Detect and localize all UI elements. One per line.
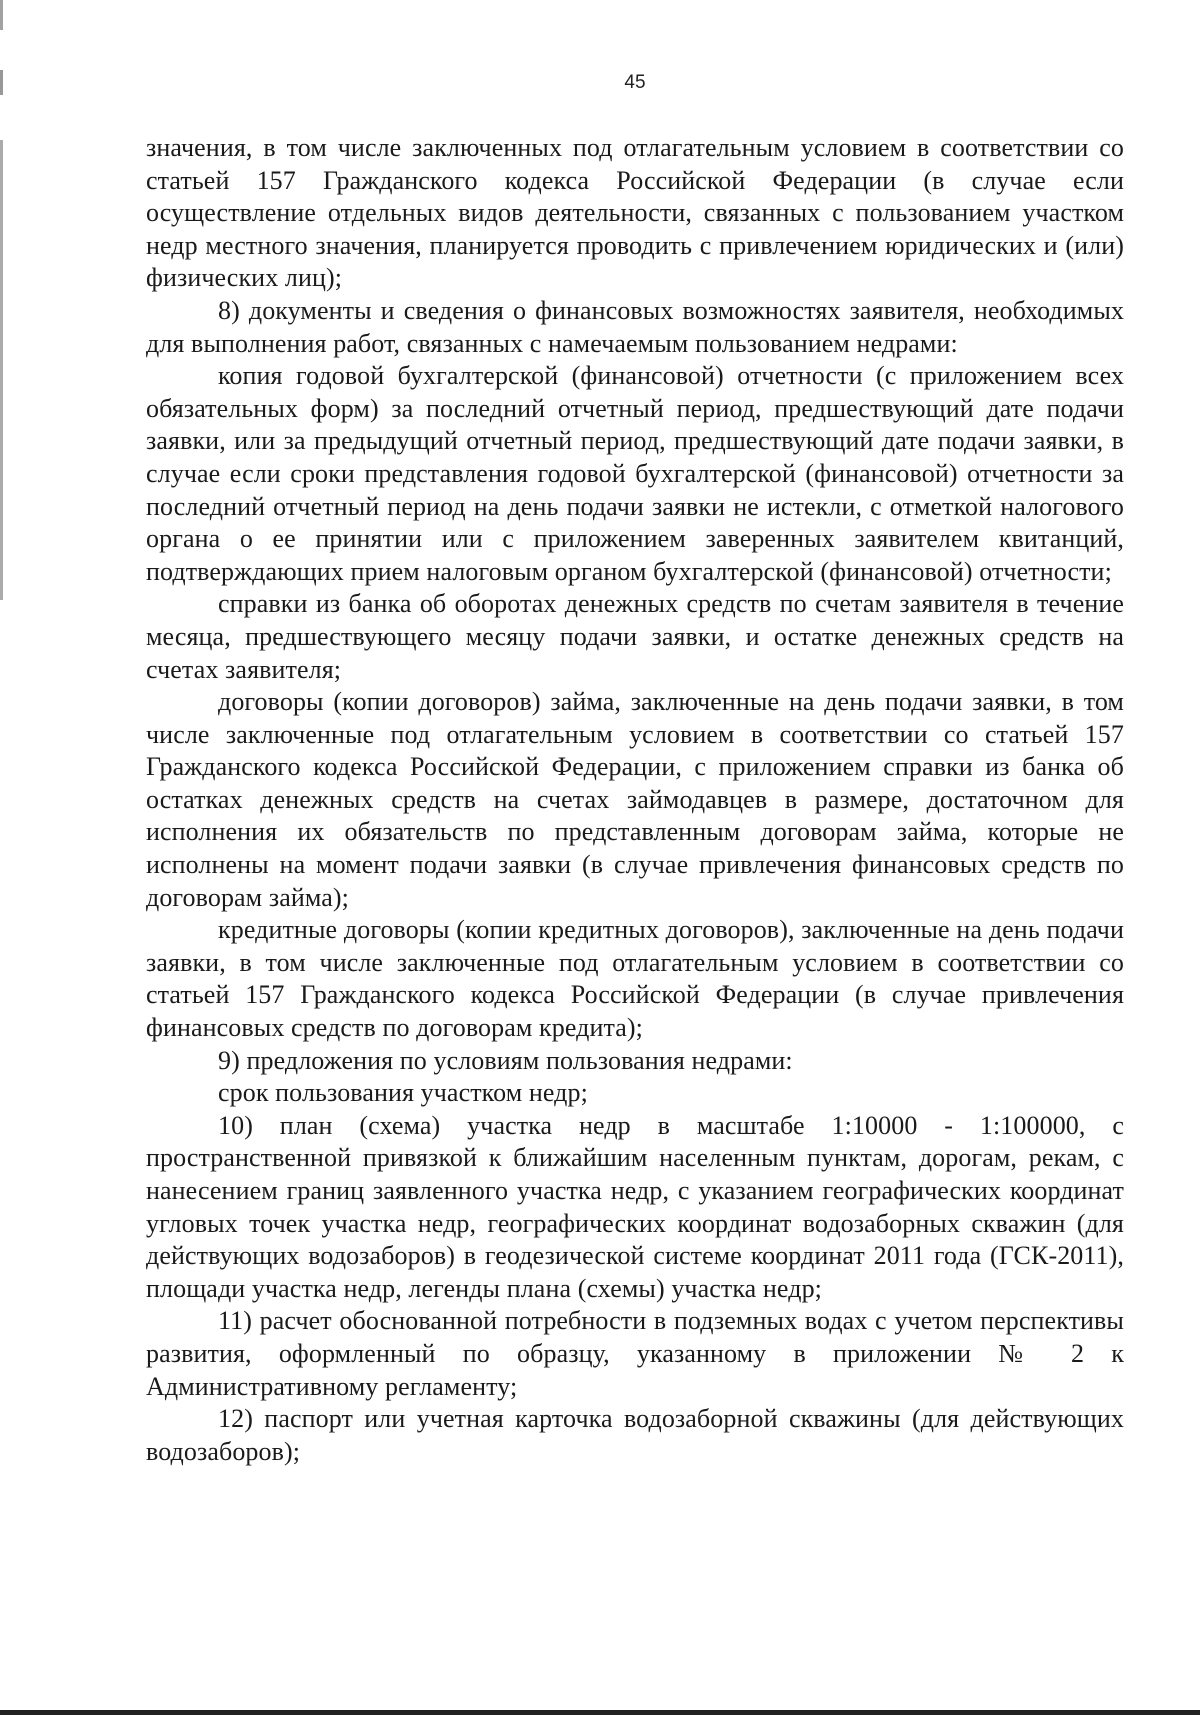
paragraph-usage-term: срок пользования участком недр; [218,1078,588,1108]
paragraph-item-8: 8) документы и сведения о финансовых возможностях заявителя, необходимых для выполнения работ, связанных с намечаемым пользованием недрами: [146,295,1124,358]
paragraph-bank-statements: справки из банка об оборотах денежных средств по счетам заявителя в течение месяца, предшествующего месяцу подачи заявки, и остатке денежных средств на счетах заявителя; [146,589,1124,684]
paragraph-item-9: 9) предложения по условиям пользования недрами: [218,1045,793,1075]
paragraph-loan-agreements: договоры (копии договоров) займа, заключенные на день подачи заявки, в том числе заключенные под отлагательным условием в соответствии со статьей 157 Гражданского кодекса Российской Федерации, с приложением справки из банка об остатках денежных средств на счетах займодавцев в размере, достаточном для исполнения их обязательств по представленным договорам займа, которые не исполнены на момент подачи заявки (в случае привлечения финансовых средств по договорам займа); [146,687,1124,912]
paragraph-credit-agreements: кредитные договоры (копии кредитных договоров), заключенные на день подачи заявки, в том числе заключенные под отлагательным условием в соответствии со статьей 157 Гражданского кодекса Российской Федерации (в случае привлечения финансовых средств по договорам кредита); [146,915,1124,1043]
page-number: 45 [624,72,646,93]
document-body [146,132,1124,1468]
paragraph-item-11: 11) расчет обоснованной потребности в подземных водах с учетом перспективы развития, оформленный по образцу, указанному в приложении № 2 к Административному регламенту; [146,1306,1124,1401]
paragraph-continuation: значения, в том числе заключенных под отлагательным условием в соответствии со статьей 157 Гражданского кодекса Российской Федерации (в случае если осуществление отдельных видов деятельности, связанных с пользованием участком недр местного значения, планируется проводить с привлечением юридических и (или) физических лиц); [146,133,1124,293]
paragraph-item-10: 10) план (схема) участка недр в масштабе 1:10000 - 1:100000, с пространственной привязкой к ближайшим населенным пунктам, дорогам, рекам, с нанесением границ заявленного участка недр, с указанием географических координат угловых точек участка недр, географических координат водозаборных скважин (для действующих водозаборов) в геодезической системе координат 2011 года (ГСК-2011), площади участка недр, легенды плана (схемы) участка недр; [146,1110,1124,1303]
paragraph-financial-statements: копия годовой бухгалтерской (финансовой) отчетности (с приложением всех обязательных форм) за последний отчетный период, предшествующий дате подачи заявки, или за предыдущий отчетный период, предшествующий дате подачи заявки, в случае если сроки представления годовой бухгалтерской (финансовой) отчетности за последний отчетный период на день подачи заявки не истекли, с отметкой налогового органа о ее принятии или с приложением заверенных заявителем квитанций, подтверждающих прием налоговым органом бухгалтерской (финансовой) отчетности; [146,361,1124,586]
paragraph-item-12: 12) паспорт или учетная карточка водозаборной скважины (для действующих водозаборов); [146,1404,1124,1466]
scan-bottom-edge [0,1710,1200,1715]
